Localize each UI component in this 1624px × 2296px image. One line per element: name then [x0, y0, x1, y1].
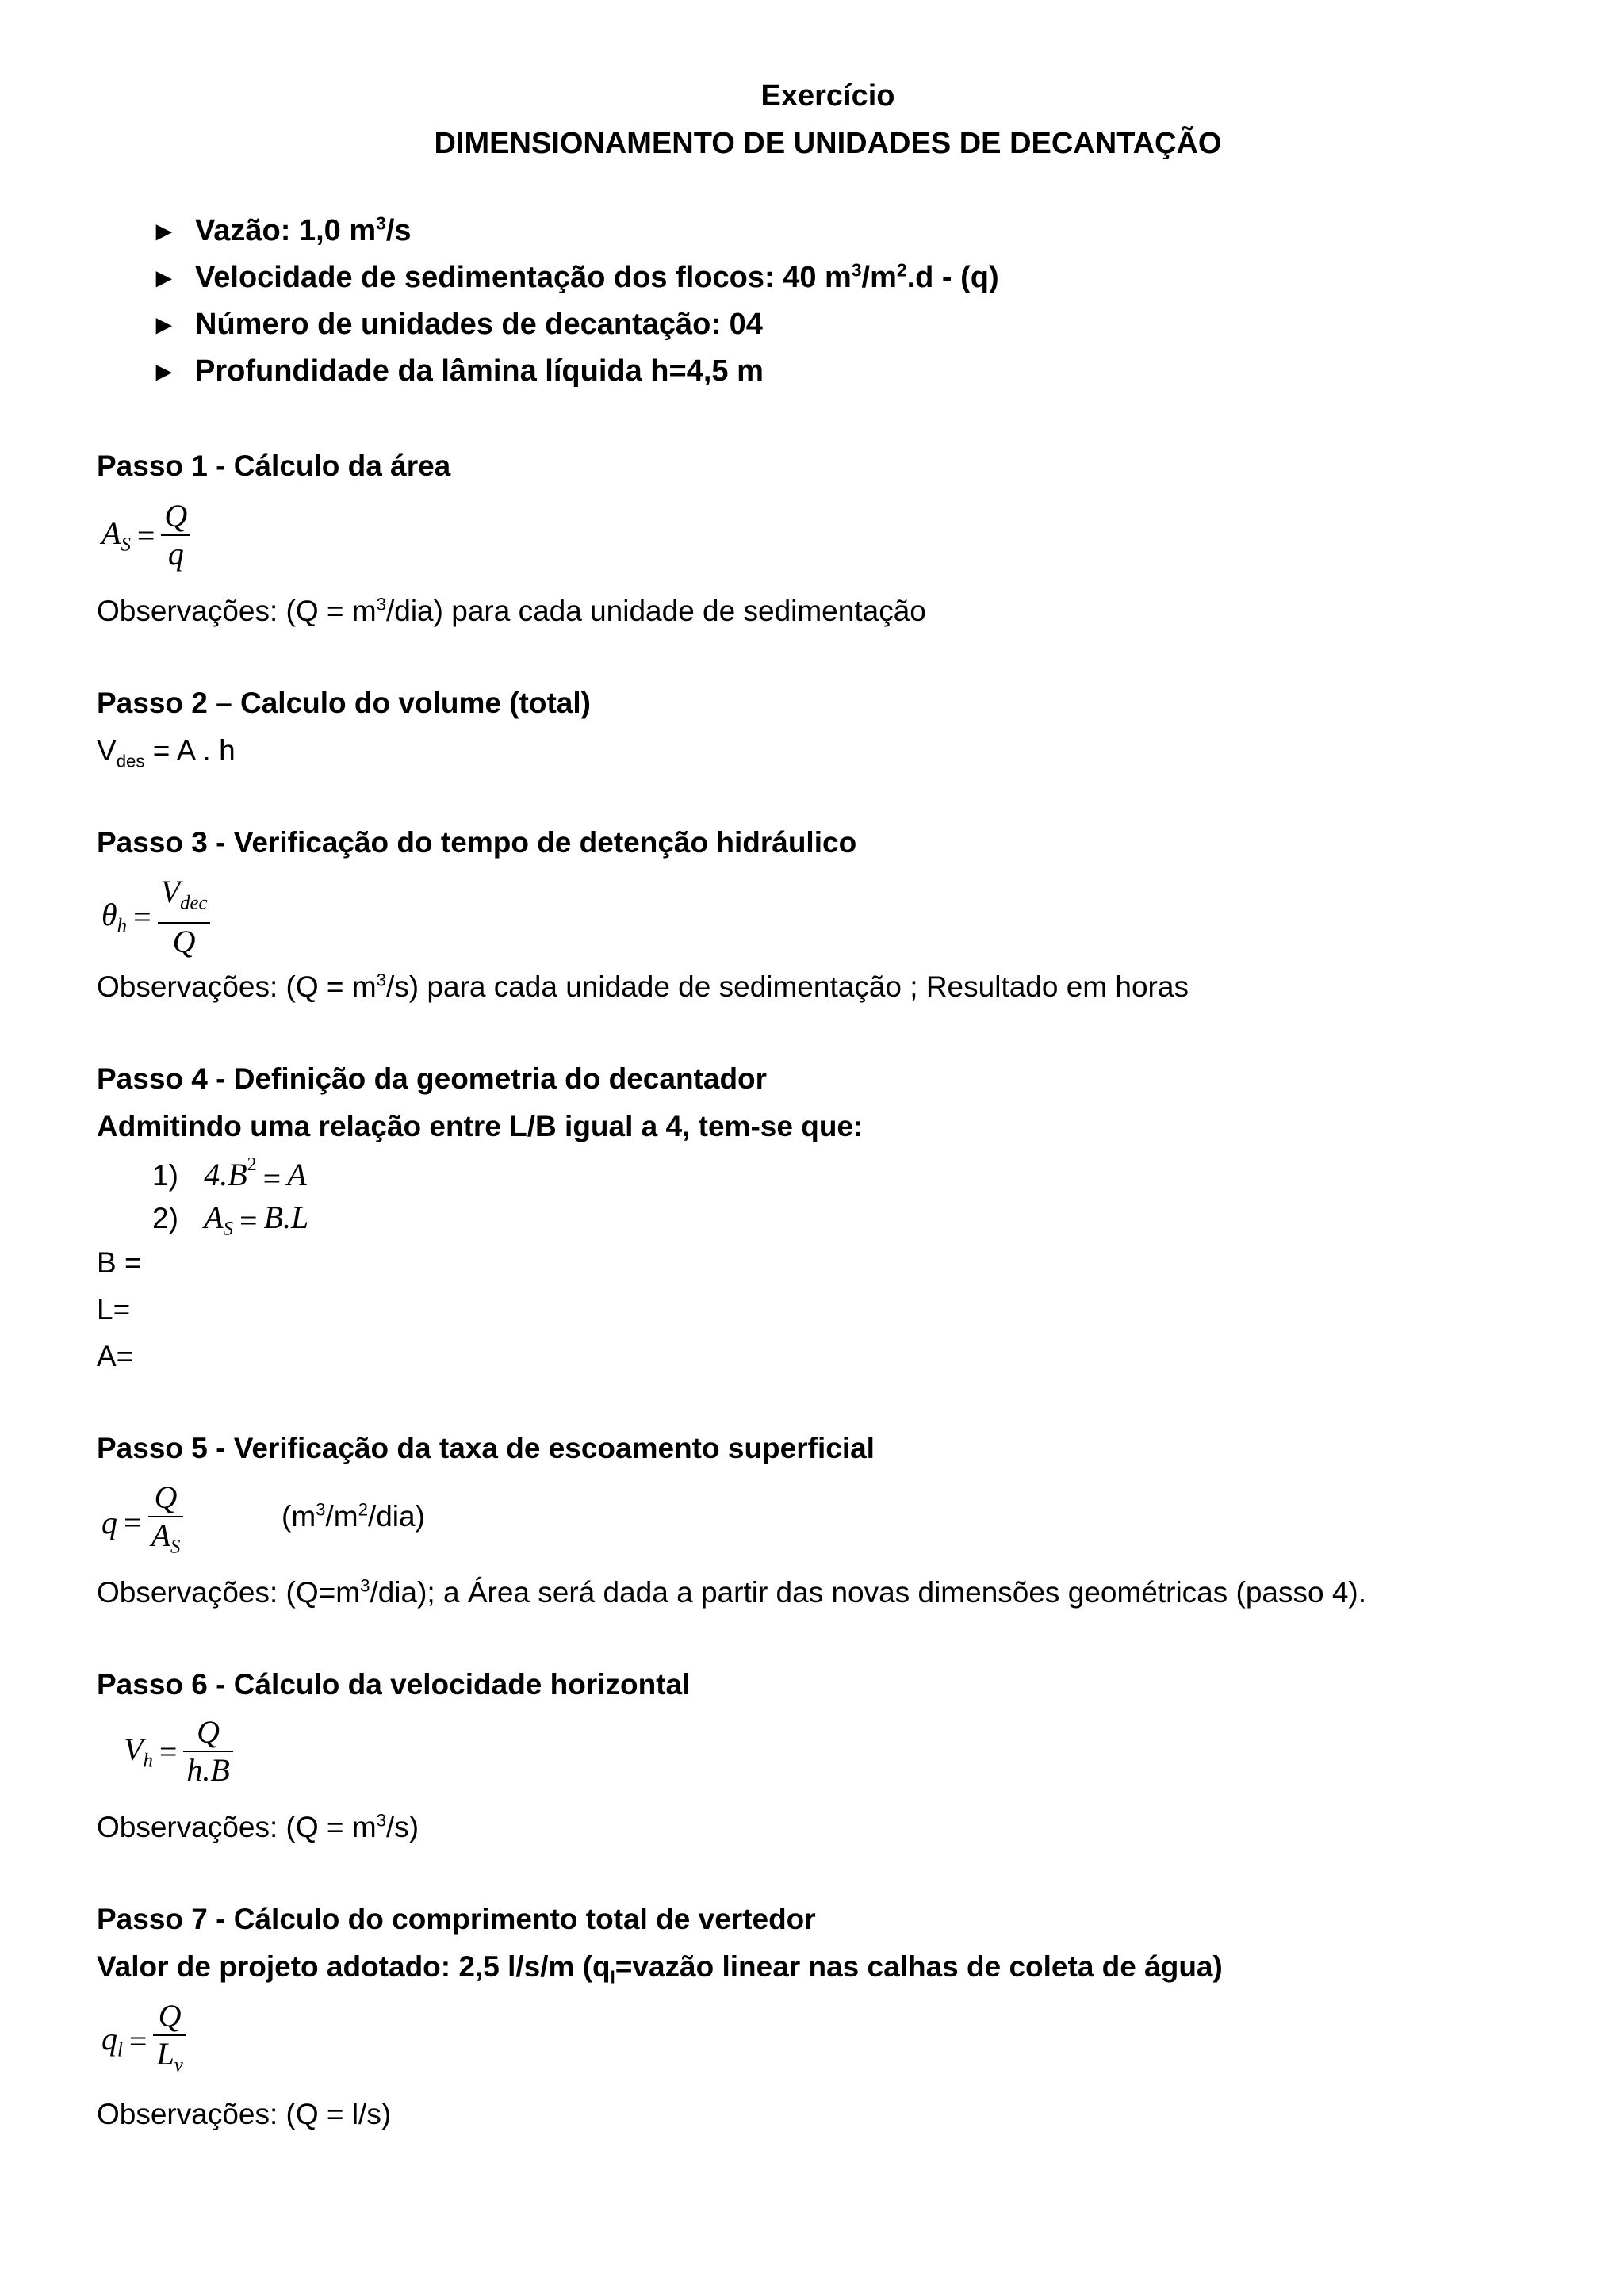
step5-unit: $(m^3/m^2/dia)$	[282, 1499, 425, 1533]
step6-velocity-formula: $V_h$ = $\frac{Q}{h.B}$	[124, 1714, 233, 1789]
list-item: ► Velocidade de sedimentação dos flocos: 40 $m^3/m^2.d - (q)$	[151, 259, 999, 294]
step7-weir-formula: $q_l$ = $\frac{Q}{L_v}$	[102, 1998, 186, 2084]
step2-volume-formula: $V_{des} = A$ . h	[97, 734, 236, 771]
step4-title: Passo 4 - Definição da geometria do decantador	[97, 1062, 768, 1095]
step3-detention-formula: $\theta_h$ = $\frac{V_{dec}}{Q}$	[102, 874, 210, 960]
step3-observation: Observações: $(Q = m^3/s)$ para cada unidade de sedimentação ; Resultado em horas	[97, 970, 1189, 1003]
step2-title: Passo 2 – Calculo do volume (total)	[97, 687, 591, 719]
step1-title: Passo 1 - Cálculo da área	[97, 450, 451, 482]
list-item: ► Vazão: 1,0 $m^3/s$	[151, 212, 412, 247]
exercise-title: Exercício	[760, 79, 895, 113]
step5-observation: Observações: $(Q=m^3/dia)$; a Área será dada a partir das novas dimensões geométricas (passo 4).	[97, 1575, 1367, 1609]
step5-title: Passo 5 - Verificação da taxa de escoamento superficial	[97, 1432, 875, 1464]
step4-relation-1: 1) $4.B^2 = A$	[152, 1154, 307, 1196]
step3-title: Passo 3 - Verificação do tempo de detenção hidráulico	[97, 826, 857, 859]
step4-subtitle: Admitindo uma relação entre L/B igual a 4, tem-se que:	[97, 1110, 864, 1142]
step4-a-result: A=	[97, 1340, 134, 1372]
list-item: ► Profundidade da lâmina líquida h=4,5 m	[151, 354, 764, 388]
step7-subtitle: Valor de projeto adotado: 2,5 l/s/m ($q_l=vazão$ linear nas calhas de coleta de água)	[97, 1950, 1223, 1988]
step4-b-result: B =	[97, 1246, 142, 1279]
step7-title: Passo 7 - Cálculo do comprimento total de vertedor	[97, 1903, 816, 1935]
step4-l-result: L=	[97, 1293, 131, 1326]
step4-relation-2: 2) $A_S = B.L$	[152, 1200, 309, 1240]
arrow-right-icon: ►	[151, 216, 178, 247]
step7-observation: Observações: (Q = l/s)	[97, 2098, 392, 2130]
step6-observation: Observações: $(Q = m^3/s)$	[97, 1810, 419, 1843]
list-item: ► Número de unidades de decantação: 04	[151, 308, 763, 341]
step5-rate-formula: q = $\frac{Q}{A_S}$	[102, 1479, 183, 1566]
given-data-list	[151, 214, 999, 401]
arrow-right-icon: ►	[151, 310, 178, 340]
arrow-right-icon: ►	[151, 357, 178, 387]
arrow-right-icon: ►	[151, 263, 178, 293]
document-subtitle: DIMENSIONAMENTO DE UNIDADES DE DECANTAÇÃO	[434, 127, 1222, 160]
step1-observation: Observações: $(Q = m^3/dia)$ para cada unidade de sedimentação	[97, 594, 926, 627]
step1-area-formula: $A_S$ = $\frac{Q}{q}$	[102, 498, 190, 572]
step6-title: Passo 6 - Cálculo da velocidade horizontal	[97, 1668, 691, 1701]
